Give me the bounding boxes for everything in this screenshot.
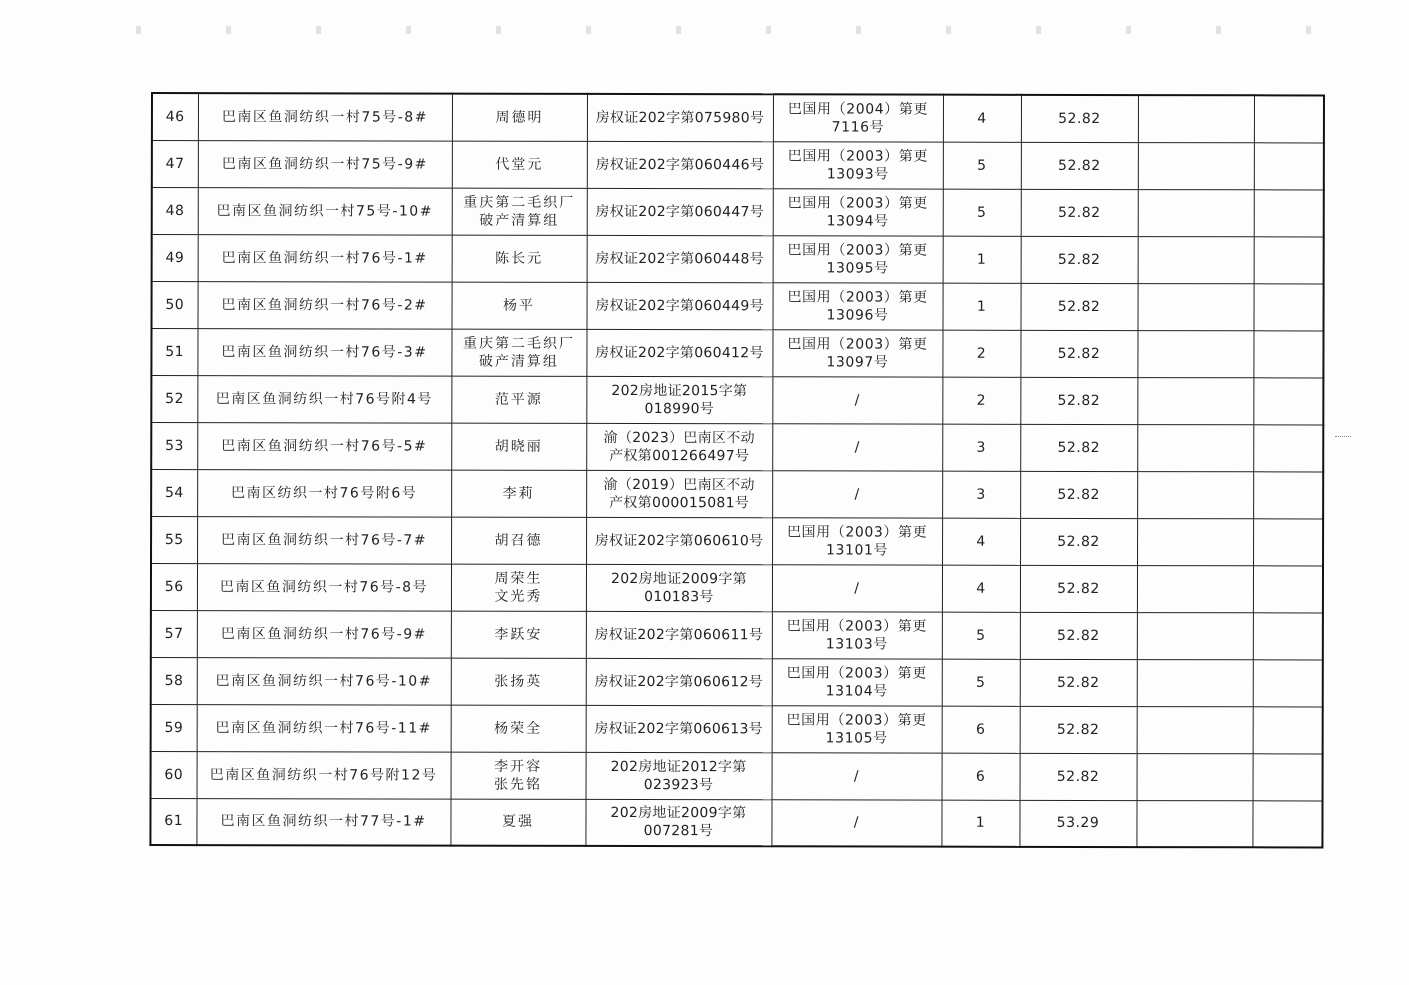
owner-cell <box>451 611 586 658</box>
empty-cell <box>1137 659 1253 706</box>
property-ledger-table <box>149 92 1325 848</box>
property-cert-text: 房权证202字第060613号 <box>594 720 764 737</box>
land-cert-text: / <box>854 438 860 455</box>
row-number-cell <box>151 657 197 704</box>
floor-cell <box>942 565 1020 612</box>
row-number: 54 <box>164 484 184 501</box>
owner-name: 陈长元 <box>495 250 544 267</box>
land-cert-cell <box>772 517 942 564</box>
area-value: 52.82 <box>1057 251 1101 268</box>
table-row <box>151 375 1323 424</box>
empty-cell <box>1137 706 1253 753</box>
land-cert-cell <box>771 799 941 846</box>
owner-name: 李跃安 <box>494 626 543 643</box>
owner-cell <box>451 517 586 564</box>
owner-cell <box>452 188 587 235</box>
row-number: 51 <box>165 343 185 360</box>
land-cert-text: 13101号 <box>825 541 889 559</box>
empty-cell <box>1138 189 1254 236</box>
empty-cell <box>1137 565 1253 612</box>
owner-cell <box>452 94 587 141</box>
owner-cell <box>452 141 587 188</box>
address-cell <box>197 422 451 470</box>
row-number-cell <box>150 798 196 845</box>
area-cell <box>1021 236 1138 283</box>
address-text: 巴南区纺织一村76号附6号 <box>231 484 418 502</box>
row-number-cell <box>151 704 197 751</box>
area-cell <box>1020 471 1137 518</box>
empty-cell <box>1253 471 1323 518</box>
floor-cell <box>942 330 1020 377</box>
table-row <box>151 704 1323 753</box>
area-cell <box>1020 330 1137 377</box>
owner-name: 范平源 <box>494 391 543 408</box>
land-cert-text: / <box>853 767 860 784</box>
address-cell <box>197 610 451 658</box>
table-row <box>152 281 1324 330</box>
area-value: 52.82 <box>1057 580 1100 597</box>
land-cert-text: 巴国用（2003）第更 <box>786 617 928 635</box>
empty-cell <box>1254 189 1324 236</box>
floor-cell <box>942 518 1020 565</box>
property-cert-cell <box>587 141 773 188</box>
empty-cell <box>1137 753 1253 800</box>
owner-name: 重庆第二毛织厂 <box>463 194 576 211</box>
land-cert-cell <box>773 188 943 235</box>
land-cert-cell <box>772 564 942 611</box>
empty-cell <box>1253 565 1323 612</box>
floor-cell <box>941 800 1019 847</box>
row-number: 50 <box>165 296 185 313</box>
floor-cell <box>943 283 1021 330</box>
row-number: 57 <box>164 625 184 642</box>
row-number: 55 <box>164 531 184 548</box>
row-number-cell <box>151 375 197 422</box>
property-cert-cell <box>586 705 772 752</box>
table-row <box>151 563 1323 612</box>
table-row <box>151 751 1323 800</box>
property-cert-text: 房权证202字第060610号 <box>594 532 764 549</box>
property-cert-text: 202房地证2009字第 <box>610 570 747 587</box>
area-cell <box>1019 800 1136 847</box>
table-row <box>151 610 1323 659</box>
floor-value: 5 <box>976 674 986 691</box>
empty-cell <box>1253 753 1323 800</box>
empty-cell <box>1254 236 1324 283</box>
property-cert-text: 产权第001266497号 <box>609 447 750 464</box>
area-cell <box>1020 612 1137 659</box>
empty-cell <box>1253 377 1323 424</box>
address-text: 巴南区鱼洞纺织一村76号-10# <box>215 672 432 690</box>
property-cert-text: 房权证202字第060412号 <box>595 344 764 361</box>
land-cert-text: 巴国用（2003）第更 <box>786 523 928 541</box>
row-number: 49 <box>165 249 185 266</box>
floor-value: 2 <box>976 392 987 409</box>
empty-cell <box>1253 330 1323 377</box>
land-cert-text: 巴国用（2003）第更 <box>787 335 928 353</box>
table-row <box>151 469 1323 518</box>
land-cert-text: / <box>854 485 860 502</box>
land-cert-text: 13103号 <box>825 635 888 653</box>
land-cert-text: 13094号 <box>826 212 889 230</box>
owner-cell <box>451 564 586 611</box>
property-cert-text: 房权证202字第060612号 <box>594 673 764 690</box>
area-cell <box>1020 659 1137 706</box>
address-cell <box>197 469 451 517</box>
owner-name: 周荣生 <box>494 570 543 587</box>
land-cert-cell <box>772 611 942 658</box>
property-cert-text: 渝（2023）巴南区不动 <box>603 429 755 446</box>
owner-cell <box>451 376 586 423</box>
land-cert-text: 7116号 <box>831 119 885 136</box>
property-cert-cell <box>586 564 772 611</box>
floor-cell <box>943 189 1021 236</box>
empty-cell <box>1253 424 1323 471</box>
area-value: 52.82 <box>1057 392 1101 409</box>
row-number-cell <box>151 516 197 563</box>
floor-value: 5 <box>976 627 986 644</box>
empty-cell <box>1137 518 1253 565</box>
floor-value: 2 <box>976 345 987 362</box>
row-number-cell <box>151 469 197 516</box>
area-cell <box>1020 518 1137 565</box>
property-cert-text: 023923号 <box>643 776 714 793</box>
owner-cell <box>451 329 586 376</box>
empty-cell <box>1137 612 1253 659</box>
empty-cell <box>1137 471 1253 518</box>
scan-artifact-mark <box>1335 436 1351 439</box>
floor-cell <box>943 236 1021 283</box>
property-cert-text: 房权证202字第060446号 <box>595 156 765 173</box>
land-cert-cell <box>773 282 943 329</box>
address-text: 巴南区鱼洞纺织一村76号-1# <box>221 249 428 267</box>
empty-cell <box>1253 706 1323 753</box>
floor-value: 6 <box>975 768 986 785</box>
row-number-cell <box>151 563 197 610</box>
address-text: 巴南区鱼洞纺织一村76号-8号 <box>219 578 429 596</box>
land-cert-text: 巴国用（2003）第更 <box>787 288 928 306</box>
area-cell <box>1020 424 1137 471</box>
property-cert-text: 010183号 <box>644 588 714 605</box>
area-cell <box>1020 377 1137 424</box>
floor-value: 3 <box>976 486 986 503</box>
address-cell <box>198 281 452 329</box>
address-text: 巴南区鱼洞纺织一村75号-10# <box>216 202 433 220</box>
area-cell <box>1021 142 1138 189</box>
floor-cell <box>942 706 1020 753</box>
owner-cell <box>451 705 586 752</box>
owner-cell <box>451 423 586 470</box>
land-cert-cell <box>772 752 942 799</box>
empty-cell <box>1253 518 1323 565</box>
owner-cell <box>450 799 585 846</box>
property-cert-text: 房权证202字第075980号 <box>595 109 765 127</box>
property-cert-text: 018990号 <box>644 400 715 417</box>
scan-artifact <box>100 26 1380 34</box>
owner-name: 杨平 <box>503 297 536 314</box>
area-cell <box>1021 283 1138 330</box>
empty-cell <box>1137 424 1253 471</box>
owner-name: 张先铭 <box>494 776 543 793</box>
land-cert-cell <box>772 423 942 470</box>
property-cert-cell <box>586 470 772 517</box>
area-value: 52.82 <box>1057 627 1100 644</box>
row-number-cell <box>152 140 198 187</box>
floor-value: 6 <box>975 721 986 738</box>
row-number-cell <box>151 328 197 375</box>
property-cert-text: 产权第000015081号 <box>609 494 750 511</box>
address-cell <box>198 140 452 188</box>
owner-name: 杨荣全 <box>494 720 543 737</box>
row-number-cell <box>151 422 197 469</box>
row-number-cell <box>152 234 198 281</box>
address-text: 巴南区鱼洞纺织一村76号-5# <box>221 437 428 455</box>
area-value: 52.82 <box>1056 674 1100 691</box>
area-cell <box>1020 706 1137 753</box>
empty-cell <box>1254 283 1324 330</box>
row-number-cell <box>152 281 198 328</box>
land-cert-cell <box>773 94 943 141</box>
table-row <box>151 422 1323 471</box>
row-number: 61 <box>164 813 184 830</box>
owner-name: 夏强 <box>501 813 534 831</box>
property-cert-text: 007281号 <box>643 823 714 840</box>
property-cert-text: 房权证202字第060447号 <box>595 203 765 220</box>
owner-cell <box>451 752 586 799</box>
area-value: 52.82 <box>1058 157 1101 174</box>
land-cert-cell <box>772 658 942 705</box>
row-number: 60 <box>164 766 184 783</box>
address-text: 巴南区鱼洞纺织一村76号附12号 <box>209 766 438 784</box>
floor-cell <box>943 142 1021 189</box>
property-cert-text: 渝（2019）巴南区不动 <box>603 476 755 493</box>
row-number: 53 <box>165 437 184 454</box>
empty-cell <box>1253 612 1323 659</box>
land-cert-cell <box>773 141 943 188</box>
address-text: 巴南区鱼洞纺织一村77号-1# <box>220 813 427 830</box>
address-cell <box>197 751 451 799</box>
land-cert-cell <box>772 376 942 423</box>
floor-value: 1 <box>975 814 986 831</box>
table-row <box>151 657 1323 706</box>
floor-value: 3 <box>976 439 986 456</box>
property-cert-cell <box>586 423 772 470</box>
property-cert-cell <box>587 282 773 329</box>
address-cell <box>197 375 451 423</box>
property-cert-text: 202房地证2009字第 <box>610 805 747 822</box>
land-cert-text: 13096号 <box>826 306 889 324</box>
table-row <box>152 140 1324 189</box>
empty-cell <box>1137 377 1253 424</box>
land-cert-text: 13093号 <box>826 165 889 183</box>
empty-cell <box>1137 330 1253 377</box>
owner-name: 文光秀 <box>494 588 543 605</box>
address-text: 巴南区鱼洞纺织一村76号-9# <box>220 625 427 643</box>
row-number: 52 <box>165 390 185 407</box>
empty-cell <box>1252 800 1322 847</box>
area-cell <box>1020 565 1137 612</box>
property-cert-cell <box>586 658 772 705</box>
table-row <box>152 187 1324 236</box>
row-number: 47 <box>165 155 185 172</box>
area-value: 52.82 <box>1058 110 1101 127</box>
land-cert-cell <box>773 235 943 282</box>
address-cell <box>198 234 452 282</box>
table-row <box>151 516 1323 565</box>
floor-cell <box>943 95 1021 142</box>
floor-cell <box>942 424 1020 471</box>
owner-name: 李莉 <box>502 485 535 502</box>
address-text: 巴南区鱼洞纺织一村76号-2# <box>221 296 428 314</box>
floor-cell <box>942 612 1020 659</box>
address-text: 巴南区鱼洞纺织一村75号-8# <box>221 108 428 126</box>
land-cert-text: 13104号 <box>825 682 888 700</box>
floor-cell <box>942 471 1020 518</box>
owner-name: 张扬英 <box>494 673 543 690</box>
property-cert-cell <box>586 517 772 564</box>
property-cert-cell <box>586 329 772 376</box>
address-text: 巴南区鱼洞纺织一村76号-11# <box>215 719 432 737</box>
row-number: 59 <box>164 719 184 736</box>
address-cell <box>197 328 451 376</box>
floor-cell <box>942 659 1020 706</box>
land-cert-text: 13095号 <box>826 259 889 277</box>
owner-name: 破产清算组 <box>479 212 560 229</box>
address-cell <box>197 516 451 564</box>
property-cert-text: 房权证202字第060448号 <box>595 250 764 267</box>
table-row <box>150 798 1322 847</box>
property-cert-cell <box>586 376 772 423</box>
address-cell <box>197 704 451 752</box>
empty-cell <box>1138 95 1254 142</box>
owner-name: 代堂元 <box>495 156 544 173</box>
land-cert-text: / <box>854 391 861 408</box>
address-cell <box>197 657 451 705</box>
ledger-body <box>150 93 1324 847</box>
area-cell <box>1021 189 1138 236</box>
area-cell <box>1021 95 1138 142</box>
land-cert-text: 巴国用（2003）第更 <box>787 194 928 212</box>
empty-cell <box>1254 142 1324 189</box>
floor-cell <box>942 377 1020 424</box>
address-text: 巴南区鱼洞纺织一村76号-3# <box>221 343 428 361</box>
land-cert-text: 13105号 <box>825 729 888 747</box>
land-cert-text: 巴国用（2004）第更 <box>787 101 929 118</box>
owner-cell <box>452 282 587 329</box>
property-cert-cell <box>585 799 771 846</box>
area-value: 52.82 <box>1056 721 1100 738</box>
area-value: 52.82 <box>1057 439 1101 456</box>
area-cell <box>1020 753 1137 800</box>
owner-name: 胡晓丽 <box>494 438 543 455</box>
land-cert-cell <box>772 470 942 517</box>
owner-name: 李开容 <box>494 758 543 775</box>
empty-cell <box>1253 659 1323 706</box>
empty-cell <box>1254 95 1324 142</box>
owner-name: 周德明 <box>495 109 544 126</box>
address-cell <box>197 563 451 611</box>
row-number-cell <box>152 187 198 234</box>
row-number: 58 <box>164 672 184 689</box>
owner-cell <box>451 470 586 517</box>
floor-value: 5 <box>977 157 987 174</box>
property-cert-text: 202房地证2012字第 <box>610 758 747 775</box>
owner-name: 重庆第二毛织厂 <box>462 335 575 352</box>
table-row <box>151 328 1323 377</box>
property-cert-cell <box>587 94 773 141</box>
property-cert-text: 202房地证2015字第 <box>611 382 748 399</box>
row-number: 56 <box>164 578 184 595</box>
owner-name: 破产清算组 <box>478 353 559 370</box>
area-value: 52.82 <box>1057 345 1101 362</box>
floor-value: 4 <box>977 110 987 127</box>
floor-value: 4 <box>976 533 986 550</box>
floor-value: 1 <box>976 298 987 315</box>
land-cert-cell <box>772 705 942 752</box>
floor-value: 1 <box>976 251 987 268</box>
area-value: 53.29 <box>1056 815 1100 832</box>
empty-cell <box>1138 236 1254 283</box>
owner-cell <box>451 658 586 705</box>
area-value: 52.82 <box>1056 768 1100 785</box>
land-cert-cell <box>772 329 942 376</box>
area-value: 52.82 <box>1057 298 1101 315</box>
land-cert-text: 巴国用（2003）第更 <box>786 664 927 682</box>
row-number-cell <box>151 610 197 657</box>
land-cert-text: / <box>853 814 860 831</box>
address-text: 巴南区鱼洞纺织一村75号-9# <box>221 155 428 173</box>
property-cert-text: 房权证202字第060449号 <box>595 297 764 314</box>
area-value: 52.82 <box>1057 486 1100 503</box>
row-number-cell <box>151 751 197 798</box>
land-cert-text: 巴国用（2003）第更 <box>786 711 927 729</box>
owner-cell <box>452 235 587 282</box>
floor-value: 4 <box>976 580 986 597</box>
property-cert-cell <box>587 188 773 235</box>
address-cell <box>198 93 452 141</box>
area-value: 52.82 <box>1057 204 1101 221</box>
row-number: 46 <box>165 108 185 125</box>
property-cert-cell <box>587 235 773 282</box>
property-cert-text: 房权证202字第060611号 <box>594 626 764 643</box>
floor-cell <box>942 753 1020 800</box>
area-value: 52.82 <box>1057 533 1100 550</box>
land-cert-text: 巴国用（2003）第更 <box>787 147 928 165</box>
address-text: 巴南区鱼洞纺织一村76号-7# <box>221 531 428 549</box>
address-cell <box>196 798 450 846</box>
property-cert-cell <box>586 611 772 658</box>
land-cert-text: 巴国用（2003）第更 <box>787 241 928 259</box>
land-cert-text: 13097号 <box>826 353 889 371</box>
table-row <box>152 93 1324 142</box>
row-number-cell <box>152 93 198 140</box>
empty-cell <box>1138 142 1254 189</box>
floor-value: 5 <box>977 204 987 221</box>
address-cell <box>198 187 452 235</box>
empty-cell <box>1136 800 1252 847</box>
empty-cell <box>1138 283 1254 330</box>
address-text: 巴南区鱼洞纺织一村76号附4号 <box>215 390 433 408</box>
row-number: 48 <box>165 202 185 219</box>
property-cert-cell <box>586 752 772 799</box>
land-cert-text: / <box>854 579 860 596</box>
owner-name: 胡召德 <box>494 532 543 549</box>
table-row <box>152 234 1324 283</box>
